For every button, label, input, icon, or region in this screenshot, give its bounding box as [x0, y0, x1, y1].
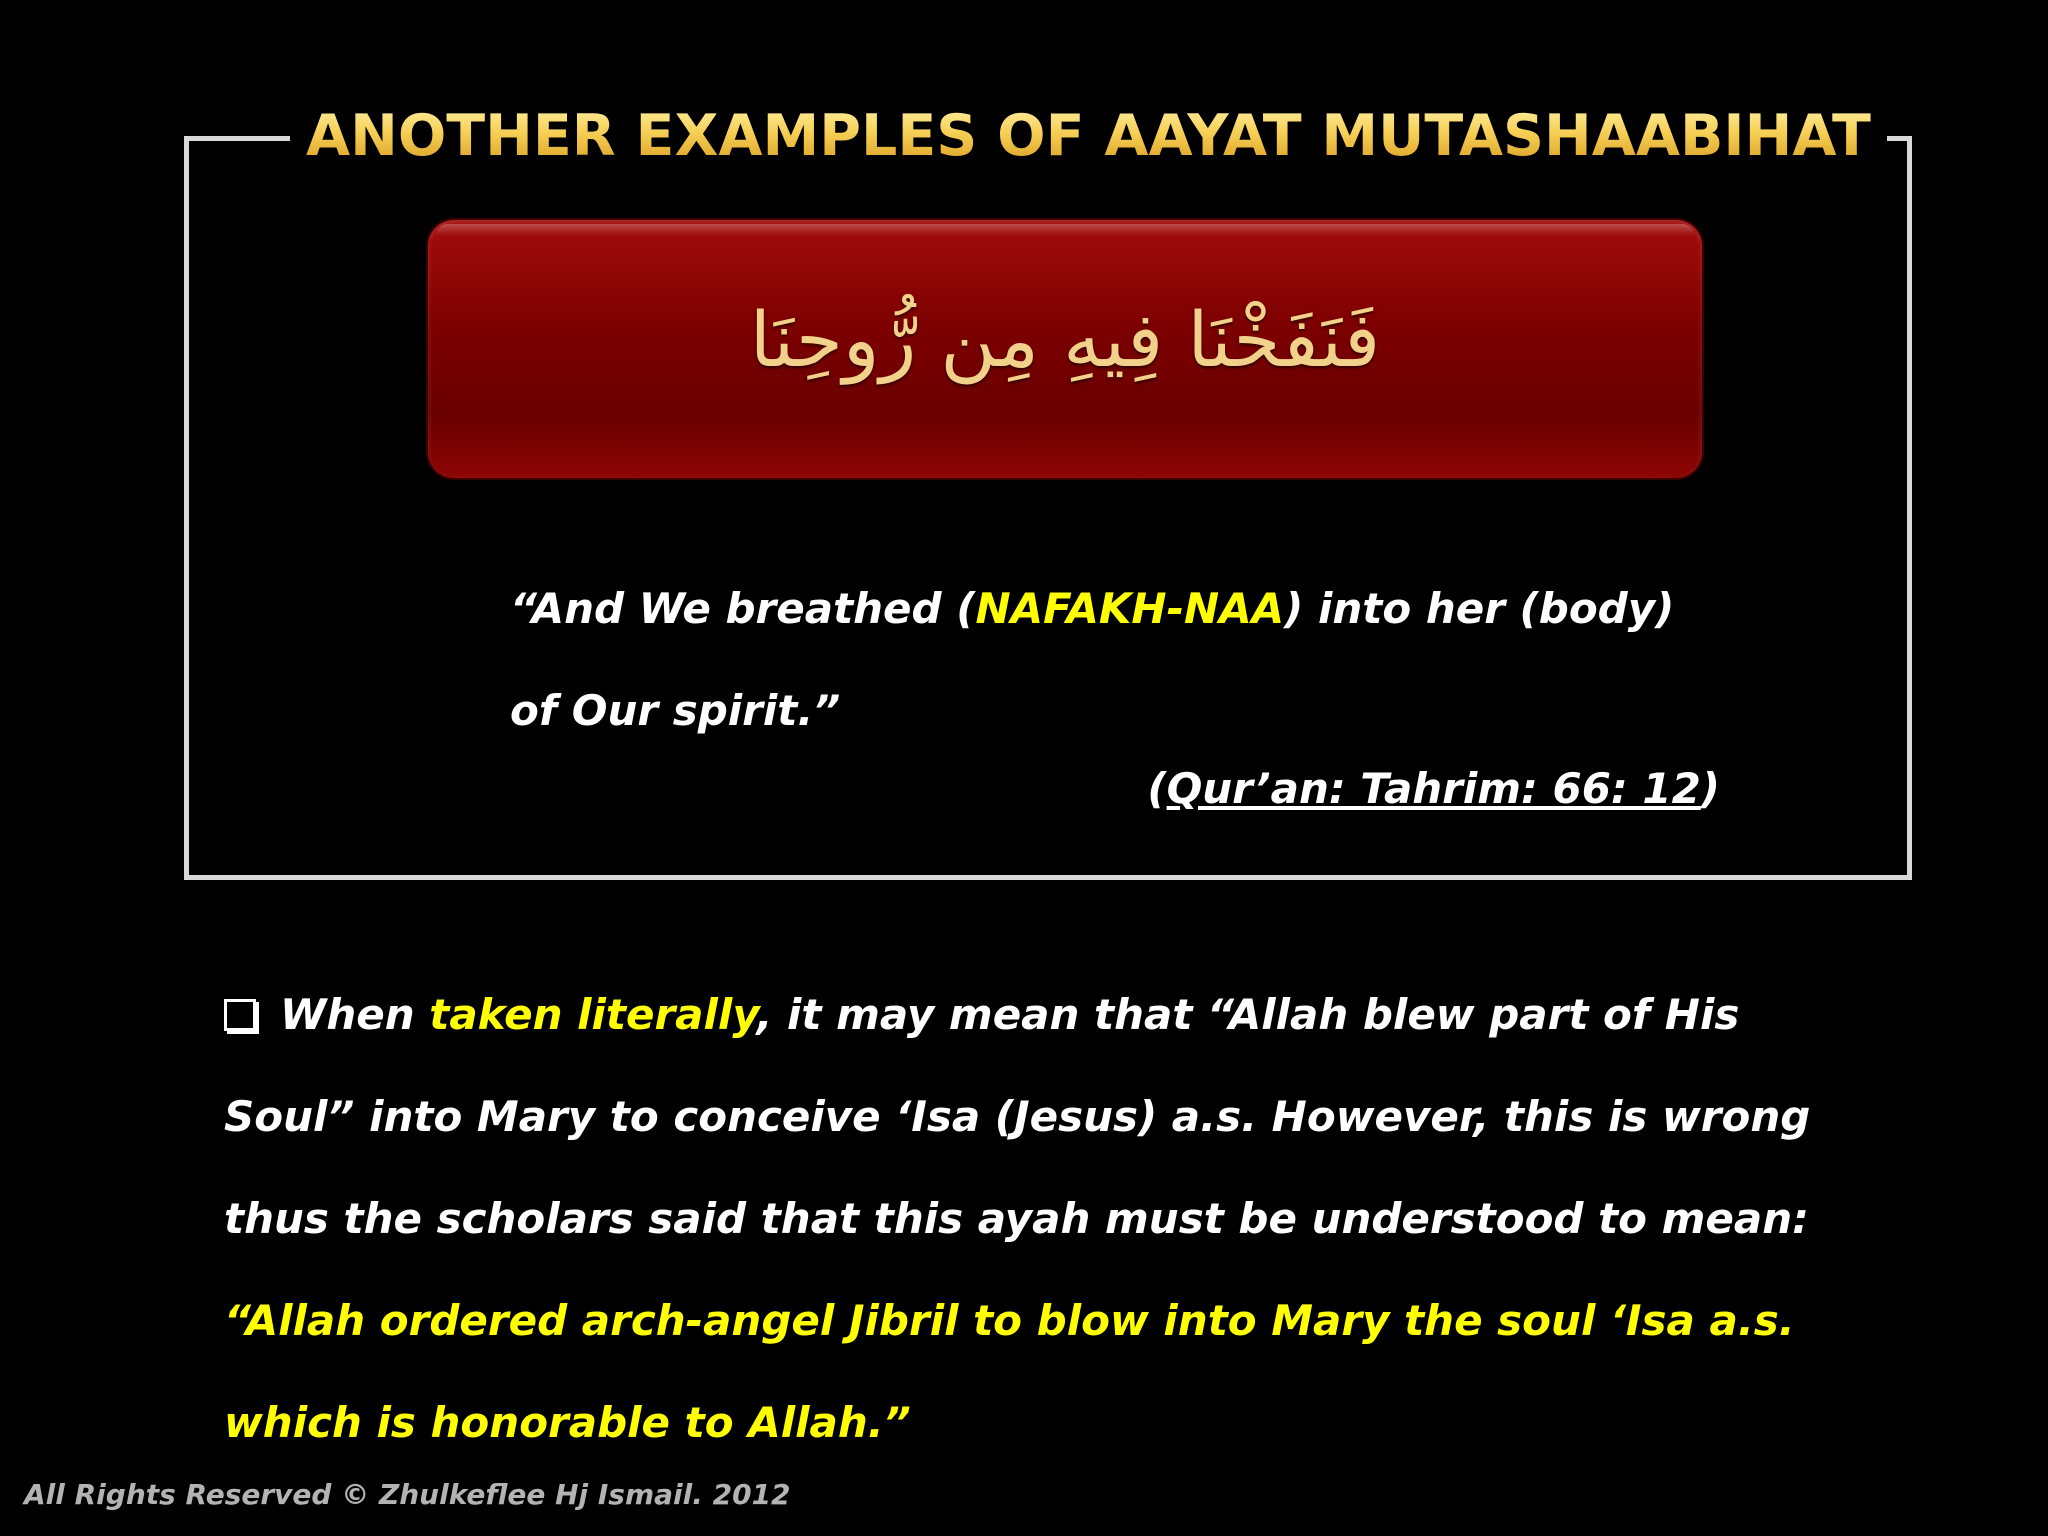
explanation-l1-a: When: [280, 990, 430, 1039]
reference-text: Qur’an: Tahrim: 66: 12: [1166, 764, 1701, 813]
ayah-arabic-text: فَنَفَخْنَا فِيهِ مِن رُّوحِنَا: [749, 294, 1381, 384]
quote-part-2: ) into her (body): [1284, 584, 1675, 633]
reference-open-paren: (: [1147, 764, 1167, 813]
translation-quote: [510, 558, 1750, 762]
explanation-l1-b: , it may mean that “Allah blew part of His: [756, 990, 1740, 1039]
copyright-footer: All Rights Reserved © Zhulkeflee Hj Ismail. 2012: [24, 1478, 791, 1511]
explanation-block: [224, 964, 1844, 1474]
explanation-line-5: which is honorable to Allah.”: [224, 1398, 911, 1447]
slide-title: [290, 96, 1887, 176]
explanation-line-4: “Allah ordered arch-angel Jibril to blow into Mary the soul ‘Isa a.s.: [224, 1296, 1795, 1345]
checkbox-bullet-icon: [224, 999, 256, 1031]
explanation-line-1: [224, 964, 1844, 1066]
reference-close-paren: ): [1700, 764, 1720, 813]
quran-reference: [1140, 764, 1720, 813]
quote-part-1: “And We breathed (: [510, 584, 976, 633]
explanation-line-3: thus the scholars said that this ayah must be understood to mean:: [224, 1194, 1809, 1243]
explanation-highlight: taken literally: [429, 990, 757, 1039]
quote-highlight: NAFAKH-NAA: [975, 584, 1285, 633]
ayah-banner: [428, 220, 1702, 478]
slide-title-text: ANOTHER EXAMPLES OF AAYAT MUTASHAABIHAT: [306, 103, 1871, 169]
quote-line-2: of Our spirit.”: [510, 686, 841, 735]
explanation-line-2: Soul” into Mary to conceive ‘Isa (Jesus) a.s. However, this is wrong: [224, 1092, 1811, 1141]
quote-line-1: [510, 558, 1750, 660]
